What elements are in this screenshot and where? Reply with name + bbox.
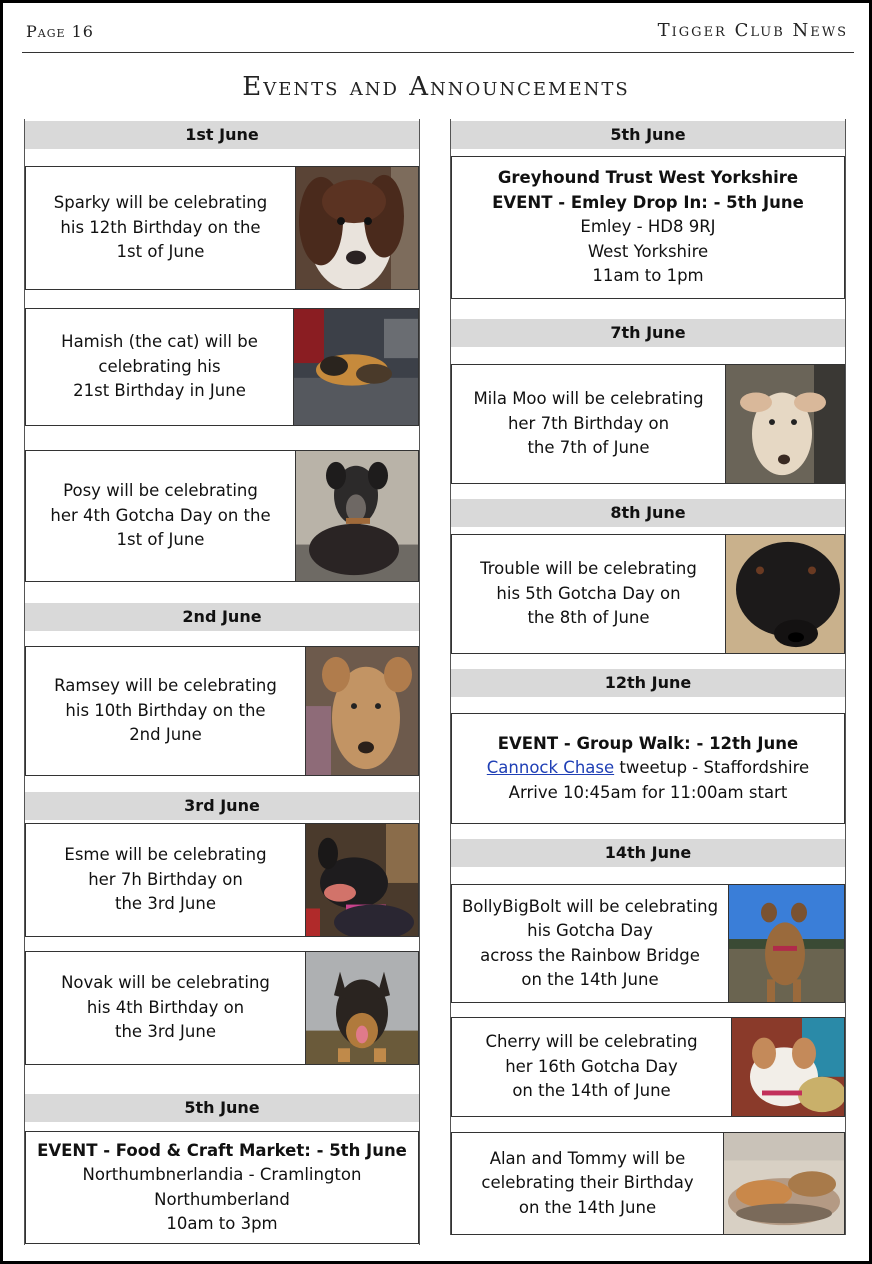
date-header: 8th June (451, 499, 845, 527)
announcement-text: Hamish (the cat) will be celebrating his 21st Birthday in June (61, 332, 258, 401)
announcement-card (25, 823, 419, 937)
event-card (451, 156, 845, 299)
event-title: Greyhound Trust West Yorkshire EVENT - Emley Drop In: - 5th June (492, 168, 804, 212)
date-header: 1st June (25, 121, 419, 149)
header-divider (22, 52, 854, 53)
announcement-text: BollyBigBolt will be celebrating his Gotcha Day across the Rainbow Bridge on the 14th June (461, 896, 719, 989)
dog-photo (725, 535, 844, 653)
event-details: Emley - HD8 9RJ West Yorkshire 11am to 1pm (580, 217, 716, 286)
event-details: Arrive 10:45am for 11:00am start (508, 782, 788, 802)
event-card (25, 1131, 419, 1244)
date-header: 14th June (451, 839, 845, 867)
date-header: 7th June (451, 319, 845, 347)
announcement-text: Ramsey will be celebrating his 10th Birthday on the 2nd June (54, 676, 277, 745)
date-header: 2nd June (25, 603, 419, 631)
announcement-card (25, 951, 419, 1065)
event-location-text: tweetup - Staffordshire (614, 758, 810, 778)
right-column (450, 119, 846, 1235)
date-header: 5th June (451, 121, 845, 149)
announcement-text: Novak will be celebrating his 4th Birthday on the 3rd June (61, 973, 270, 1042)
announcement-card (451, 1132, 845, 1235)
announcement-text: Alan and Tommy will be celebrating their Birthday on the 14th June (481, 1148, 694, 1217)
announcement-card (25, 166, 419, 290)
event-title: EVENT - Food & Craft Market: - 5th June (37, 1140, 407, 1160)
event-title: EVENT - Group Walk: - 12th June (497, 733, 799, 753)
announcement-text: Cherry will be celebrating her 16th Gotcha Day on the 14th of June (485, 1032, 698, 1101)
announcement-card (25, 450, 419, 582)
event-card (451, 713, 845, 824)
announcement-text: Posy will be celebrating her 4th Gotcha Day on the 1st of June (50, 481, 271, 550)
dog-photo (305, 647, 418, 775)
announcement-card (451, 364, 845, 484)
dog-photo (295, 451, 418, 581)
announcement-text: Mila Moo will be celebrating her 7th Birthday on the 7th of June (473, 389, 704, 458)
dog-photo (305, 952, 418, 1064)
date-header: 5th June (25, 1094, 419, 1122)
dog-photo (305, 824, 418, 936)
page-title: Events and Announcements (242, 72, 630, 102)
announcement-card (451, 534, 845, 654)
left-column (24, 119, 420, 1245)
cat-photo (293, 309, 418, 425)
announcement-card (25, 646, 419, 776)
event-details: Northumbnerlandia - Cramlington Northumberland 10am to 3pm (82, 1165, 362, 1233)
announcement-card (451, 1017, 845, 1117)
dog-photo (725, 365, 844, 483)
dog-photo (295, 167, 418, 289)
cannock-chase-link[interactable]: Cannock Chase (486, 758, 615, 778)
date-header: 12th June (451, 669, 845, 697)
dog-photo (728, 885, 844, 1002)
page-number: Page 16 (26, 22, 94, 41)
dog-photo (731, 1018, 844, 1116)
announcement-text: Esme will be celebrating her 7h Birthday on the 3rd June (64, 845, 267, 914)
date-header: 3rd June (25, 792, 419, 820)
cat-photo (723, 1133, 844, 1234)
announcement-card (451, 884, 845, 1003)
event-location (487, 756, 809, 781)
announcement-text: Trouble will be celebrating his 5th Gotcha Day on the 8th of June (480, 559, 697, 628)
newsletter-name: Tigger Club News (657, 20, 848, 41)
announcement-text: Sparky will be celebrating his 12th Birthday on the 1st of June (53, 193, 268, 262)
announcement-card (25, 308, 419, 426)
